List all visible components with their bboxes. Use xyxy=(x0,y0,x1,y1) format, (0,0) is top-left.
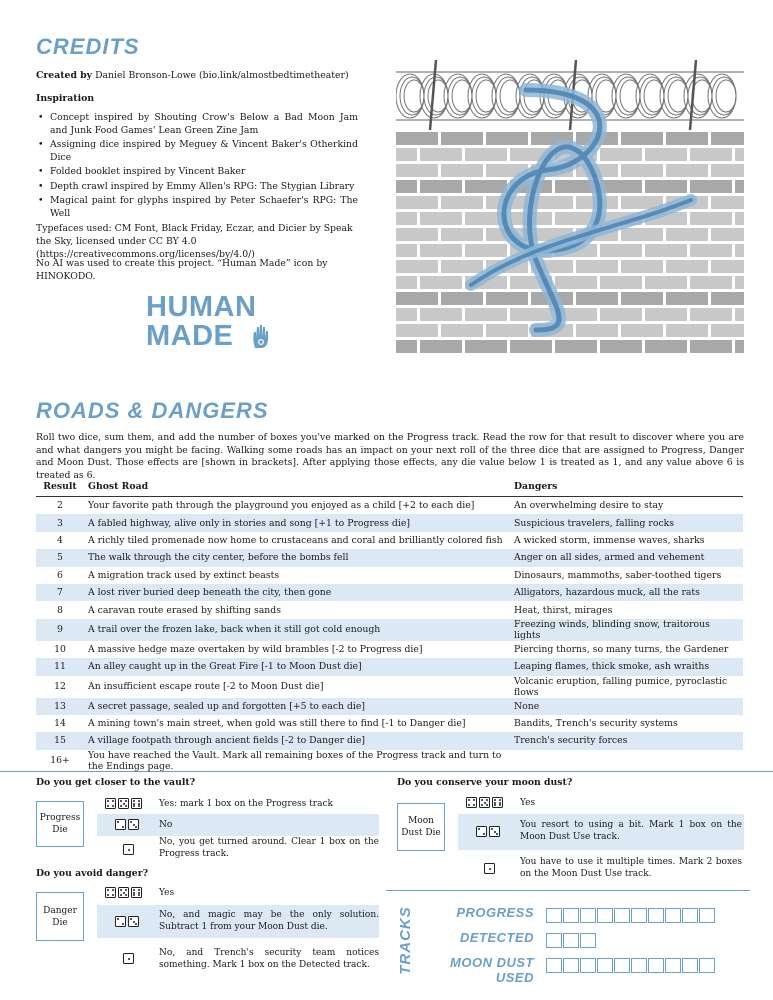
die-face-1-icon xyxy=(484,863,495,874)
danger-option-magic xyxy=(97,905,379,938)
table-row xyxy=(36,549,743,566)
brick xyxy=(396,180,417,193)
result-cell: 14 xyxy=(54,718,66,730)
dangers-cell: Suspicious travelers, falling rocks xyxy=(510,514,743,531)
wire-coil xyxy=(668,80,688,112)
wire-coil xyxy=(620,80,640,112)
progress-track-box[interactable] xyxy=(665,908,681,923)
dice-2-3-icon xyxy=(115,819,141,831)
logo-line-human: HUMAN xyxy=(146,291,257,323)
brick xyxy=(621,164,663,177)
dangers-cell: Trench's security forces xyxy=(510,732,743,749)
inspiration-item: • Assigning dice inspired by Meguey & Vincent Baker's Otherkind Dice xyxy=(36,139,358,164)
ghost-road-cell: An alley caught up in the Great Fire [-1 to Moon Dust die] xyxy=(84,658,510,675)
brick xyxy=(621,228,663,241)
logo-line-made: MADE xyxy=(146,320,234,352)
progress-track-box[interactable] xyxy=(597,908,613,923)
detected-track-box[interactable] xyxy=(563,933,579,948)
brick xyxy=(441,260,483,273)
dice-1-icon xyxy=(123,953,136,965)
brick xyxy=(735,244,744,257)
roads-table xyxy=(36,476,743,772)
progress-question: Do you get closer to the vault? xyxy=(36,777,196,788)
column-header-dangers: Dangers xyxy=(510,476,743,497)
dice-2-3-icon xyxy=(476,826,502,838)
brick xyxy=(645,308,687,321)
brick xyxy=(396,340,417,353)
dangers-cell xyxy=(510,750,743,772)
brick xyxy=(396,196,438,209)
ghost-road-cell: An insufficient escape route [-2 to Moon Dust die] xyxy=(88,681,324,693)
brick xyxy=(600,244,642,257)
moon-dust-track-box[interactable] xyxy=(546,958,562,973)
brick xyxy=(711,228,744,241)
wire-coil xyxy=(476,80,496,112)
moon-dust-track-box[interactable] xyxy=(665,958,681,973)
progress-track-box[interactable] xyxy=(546,908,562,923)
die-face-6-icon xyxy=(492,797,503,808)
ghost-road-cell: A mining town's main street, when gold was still there to find [-1 to Danger die] xyxy=(88,718,466,730)
table-row xyxy=(36,676,743,698)
brick xyxy=(621,324,663,337)
dangers-cell: An overwhelming desire to stay xyxy=(514,500,664,512)
column-header-result: Result xyxy=(36,476,84,497)
die-face-1-icon xyxy=(123,953,134,964)
result-cell: 9 xyxy=(36,619,84,641)
brick xyxy=(645,340,687,353)
brick xyxy=(396,244,417,257)
brick xyxy=(711,196,744,209)
brick xyxy=(510,340,552,353)
brick xyxy=(711,132,744,145)
brick xyxy=(555,276,597,289)
progress-track-box[interactable] xyxy=(563,908,579,923)
progress-track-box[interactable] xyxy=(580,908,596,923)
brick xyxy=(396,292,438,305)
inspiration-item: • Depth crawl inspired by Emmy Allen's RPG: The Stygian Library xyxy=(36,181,358,194)
option-text: You have to use it multiple times. Mark 2 boxes on the Moon Dust Use track. xyxy=(520,857,742,879)
ghost-road-cell: A caravan route erased by shifting sands xyxy=(88,604,281,616)
brick xyxy=(465,148,507,161)
brick xyxy=(690,340,732,353)
danger-option-detected xyxy=(97,945,379,973)
progress-track-label: PROGRESS xyxy=(456,905,534,920)
moon-die-label: Moon Dust Die xyxy=(401,816,441,838)
table-row xyxy=(36,514,743,531)
ghost-road-cell: A lost river buried deep beneath the city, then gone xyxy=(84,584,510,601)
inspiration-item: • Folded booklet inspired by Vincent Baker xyxy=(36,166,358,179)
dangers-cell: Piercing thorns, so many turns, the Gardener xyxy=(514,643,729,655)
human-made-logo xyxy=(146,293,274,357)
progress-die-box[interactable] xyxy=(36,801,84,847)
progress-option-no xyxy=(97,814,379,836)
dangers-cell: Alligators, hazardous muck, all the rats xyxy=(510,584,743,601)
brick xyxy=(465,180,507,193)
table-row xyxy=(36,750,743,772)
die-face-5-icon xyxy=(118,887,129,898)
brick xyxy=(600,180,642,193)
dangers-cell: Dinosaurs, mammoths, saber-toothed tigers xyxy=(514,569,722,581)
brick xyxy=(420,180,462,193)
danger-question: Do you avoid danger? xyxy=(36,868,149,879)
brick xyxy=(735,276,744,289)
dice-4-5-6-icon xyxy=(466,797,505,809)
brick xyxy=(465,244,507,257)
progress-track-box[interactable] xyxy=(631,908,647,923)
wall-illustration xyxy=(396,60,744,356)
brick xyxy=(396,132,438,145)
created-by-label: Created by xyxy=(36,70,93,81)
die-face-3-icon xyxy=(128,819,139,830)
die-face-2-icon xyxy=(115,916,126,927)
brick xyxy=(420,308,462,321)
brick xyxy=(711,260,744,273)
table-row xyxy=(36,532,743,549)
brick xyxy=(690,276,732,289)
brick xyxy=(441,132,483,145)
result-cell: 8 xyxy=(57,604,63,616)
progress-option-yes xyxy=(97,796,379,813)
die-face-5-icon xyxy=(479,797,490,808)
detected-track-box[interactable] xyxy=(546,933,562,948)
result-cell: 12 xyxy=(54,681,66,693)
brick xyxy=(396,148,417,161)
ghost-road-cell: A migration track used by extinct beasts xyxy=(88,569,280,581)
hand-icon xyxy=(252,324,270,350)
column-header-ghost-road: Ghost Road xyxy=(84,476,510,497)
dice-1-icon xyxy=(484,863,497,875)
moon-dust-track-box[interactable] xyxy=(682,958,698,973)
result-cell: 10 xyxy=(54,643,66,655)
brick xyxy=(645,276,687,289)
moon-track-label: MOON DUST USED xyxy=(450,955,534,985)
table-row xyxy=(36,619,743,641)
dangers-cell: Anger on all sides, armed and vehement xyxy=(510,549,743,566)
die-face-5-icon xyxy=(118,798,129,809)
brick xyxy=(441,228,483,241)
moon-dust-track-box[interactable] xyxy=(563,958,579,973)
option-text: No, and magic may be the only solution. Subtract 1 from your Moon Dust die. xyxy=(159,910,379,932)
moon-option-bit xyxy=(458,814,744,850)
option-text: No xyxy=(159,820,173,830)
table-row xyxy=(36,641,743,658)
inspiration-item: • Magical paint for glyphs inspired by Peter Schaefer's RPG: The Well xyxy=(36,195,358,220)
result-cell: 5 xyxy=(36,549,84,566)
tracks-heading: TRACKS xyxy=(396,905,414,975)
moon-dust-track-box[interactable] xyxy=(614,958,630,973)
brick xyxy=(645,180,687,193)
ghost-road-cell: A massive hedge maze overtaken by wild brambles [-2 to Progress die] xyxy=(88,643,423,655)
option-text: Yes xyxy=(159,888,175,898)
table-row xyxy=(36,497,743,515)
roads-intro: Roll two dice, sum them, and add the number of boxes you've marked on the Progress track. Read the row for that result to discover where you are and what dangers you might be facing. Walking some roads has an impact on your next roll of the three dice that are assigned to Progress, Danger and Moon Dust. Those effects are [shown in brackets]. After applying those effects, any die value below 1 is treated as 1, and any value above 6 is treated as 6. xyxy=(36,432,744,481)
brick xyxy=(396,212,417,225)
brick xyxy=(600,340,642,353)
brick xyxy=(666,260,708,273)
brick xyxy=(645,244,687,257)
progress-track-box[interactable] xyxy=(648,908,664,923)
brick xyxy=(711,324,744,337)
brick xyxy=(711,164,744,177)
brick xyxy=(396,164,438,177)
moon-dust-track-boxes xyxy=(546,955,716,974)
wire-coil xyxy=(500,80,520,112)
brick xyxy=(420,276,462,289)
section-divider xyxy=(0,771,773,772)
brick xyxy=(600,276,642,289)
die-face-2-icon xyxy=(115,819,126,830)
die-face-3-icon xyxy=(489,826,500,837)
option-text: You resort to using a bit. Mark 1 box on the Moon Dust Use track. xyxy=(520,820,742,842)
brick xyxy=(735,308,744,321)
table-row xyxy=(36,567,743,584)
option-text: Yes xyxy=(520,798,536,808)
brick xyxy=(735,180,744,193)
moon-question: Do you conserve your moon dust? xyxy=(397,777,573,788)
brick xyxy=(645,148,687,161)
created-by-line xyxy=(36,69,366,82)
result-cell: 3 xyxy=(36,514,84,531)
brick xyxy=(486,324,528,337)
dangers-cell: Leaping flames, thick smoke, ash wraiths xyxy=(510,658,743,675)
brick xyxy=(441,324,483,337)
brick xyxy=(621,260,663,273)
moon-dust-track-box[interactable] xyxy=(597,958,613,973)
result-cell: 16+ xyxy=(50,755,70,767)
brick xyxy=(555,340,597,353)
die-face-6-icon xyxy=(131,887,142,898)
dangers-cell: Volcanic eruption, falling pumice, pyroclastic flows xyxy=(514,675,728,698)
brick xyxy=(690,244,732,257)
brick xyxy=(420,244,462,257)
brick xyxy=(600,308,642,321)
table-row xyxy=(36,715,743,732)
inspiration-label: Inspiration xyxy=(36,93,95,104)
brick xyxy=(690,180,732,193)
table-row xyxy=(36,732,743,749)
die-face-2-icon xyxy=(476,826,487,837)
brick xyxy=(396,324,438,337)
moon-dust-track-box[interactable] xyxy=(648,958,664,973)
brick xyxy=(486,132,528,145)
wire-coil xyxy=(452,80,472,112)
moon-dust-track-box[interactable] xyxy=(631,958,647,973)
result-cell: 4 xyxy=(57,534,63,546)
detected-track-box[interactable] xyxy=(580,933,596,948)
brick xyxy=(576,292,618,305)
moon-die-box[interactable] xyxy=(397,803,445,851)
brick xyxy=(690,148,732,161)
inspiration-item: • Concept inspired by Shouting Crow's Below a Bad Moon Jam and Junk Food Games' Lean Green Zine Jam xyxy=(36,112,358,137)
progress-track-box[interactable] xyxy=(614,908,630,923)
dangers-cell: Bandits, Trench's security systems xyxy=(514,718,678,730)
brick xyxy=(666,132,708,145)
option-text: Yes: mark 1 box on the Progress track xyxy=(159,799,333,809)
dice-4-5-6-icon xyxy=(105,798,144,810)
die-face-4-icon xyxy=(105,798,116,809)
brick xyxy=(510,308,552,321)
brick xyxy=(666,164,708,177)
table-row xyxy=(36,584,743,601)
dice-1-icon xyxy=(123,844,136,856)
ghost-road-cell: A fabled highway, alive only in stories and song [+1 to Progress die] xyxy=(84,514,510,531)
table-header-row xyxy=(36,476,743,497)
brick xyxy=(576,260,618,273)
moon-dust-track-box[interactable] xyxy=(580,958,596,973)
die-face-3-icon xyxy=(128,916,139,927)
progress-track-boxes xyxy=(546,905,716,924)
no-ai-note: No AI was used to create this project. “Human Made” icon by HINOKODO. xyxy=(36,258,328,282)
result-cell: 11 xyxy=(36,658,84,675)
danger-die-box[interactable] xyxy=(36,892,84,941)
danger-option-yes xyxy=(97,884,379,903)
option-text: No, and Trench's security team notices something. Mark 1 box on the Detected track. xyxy=(159,948,379,970)
result-cell: 6 xyxy=(57,569,63,581)
brick xyxy=(420,148,462,161)
danger-die-label: Danger Die xyxy=(43,905,77,928)
brick xyxy=(735,340,744,353)
progress-option-turned xyxy=(97,836,379,864)
created-by-value: Daniel Bronson-Lowe (bio.link/almostbedtimetheater) xyxy=(95,70,349,81)
brick xyxy=(621,132,663,145)
table-row xyxy=(36,658,743,675)
ghost-road-cell: The walk through the city center, before the bombs fell xyxy=(84,549,510,566)
table-row xyxy=(36,601,743,618)
wire-coil xyxy=(404,80,424,112)
typefaces-note: Typefaces used: CM Font, Black Friday, Eczar, and Dicier by Speak the Sky, licensed under CC BY 4.0 (https://creativecommons.org/licenses/by/4.0/) xyxy=(36,223,353,260)
dangers-cell: Freezing winds, blinding snow, traitorous lights xyxy=(510,619,743,641)
dangers-cell: Heat, thirst, mirages xyxy=(514,604,613,616)
progress-track-box[interactable] xyxy=(699,908,715,923)
brick xyxy=(441,292,483,305)
dangers-cell: None xyxy=(510,698,743,715)
brick xyxy=(576,324,618,337)
die-face-4-icon xyxy=(105,887,116,898)
brick xyxy=(396,260,438,273)
tracks-heading-box xyxy=(393,907,417,973)
brick xyxy=(465,340,507,353)
ghost-road-cell: A secret passage, sealed up and forgotten [+5 to each die] xyxy=(84,698,510,715)
brick xyxy=(666,292,708,305)
ghost-road-cell: A trail over the frozen lake, back when it still got cold enough xyxy=(84,619,510,641)
ghost-road-cell: A village footpath through ancient fields [-2 to Danger die] xyxy=(84,732,510,749)
dice-4-5-6-icon xyxy=(105,887,144,899)
moon-option-multiple xyxy=(458,854,744,884)
roads-heading: ROADS & DANGERS xyxy=(36,398,269,423)
wire-coil xyxy=(644,80,664,112)
brick xyxy=(600,148,642,161)
progress-track-box[interactable] xyxy=(682,908,698,923)
brick xyxy=(465,308,507,321)
dice-2-3-icon xyxy=(115,916,141,928)
brick xyxy=(690,308,732,321)
brick xyxy=(441,196,483,209)
brick xyxy=(396,228,438,241)
brick xyxy=(420,212,462,225)
brick xyxy=(735,148,744,161)
moon-dust-track-box[interactable] xyxy=(699,958,715,973)
brick xyxy=(396,276,417,289)
result-cell: 7 xyxy=(36,584,84,601)
die-face-4-icon xyxy=(466,797,477,808)
brick xyxy=(441,164,483,177)
brick xyxy=(735,212,744,225)
tracks-divider xyxy=(386,890,750,891)
credits-heading: CREDITS xyxy=(36,34,140,59)
die-face-6-icon xyxy=(131,798,142,809)
moon-option-yes xyxy=(458,795,744,812)
result-cell: 13 xyxy=(36,698,84,715)
brick xyxy=(666,324,708,337)
result-cell: 2 xyxy=(57,500,63,512)
result-cell: 15 xyxy=(36,732,84,749)
brick xyxy=(486,292,528,305)
brick xyxy=(711,292,744,305)
brick xyxy=(666,228,708,241)
detected-track-boxes xyxy=(546,930,597,949)
ghost-road-cell: A richly tiled promenade now home to crustaceans and coral and brilliantly colored fish xyxy=(88,534,503,546)
brick xyxy=(690,212,732,225)
inspiration-list xyxy=(36,112,358,222)
option-text: No, you get turned around. Clear 1 box on the Progress track. xyxy=(159,837,379,859)
table-row xyxy=(36,698,743,715)
dangers-cell: A wicked storm, immense waves, sharks xyxy=(514,534,705,546)
detected-track-label: DETECTED xyxy=(459,930,534,945)
ghost-road-cell: You have reached the Vault. Mark all remaining boxes of the Progress track and turn to the Endings page. xyxy=(88,749,502,772)
brick xyxy=(621,292,663,305)
brick xyxy=(396,308,417,321)
progress-die-label: Progress Die xyxy=(39,813,81,835)
brick xyxy=(420,340,462,353)
wire-coil xyxy=(716,80,736,112)
die-face-1-icon xyxy=(123,844,134,855)
ghost-road-cell: Your favorite path through the playground you enjoyed as a child [+2 to each die] xyxy=(88,500,475,512)
